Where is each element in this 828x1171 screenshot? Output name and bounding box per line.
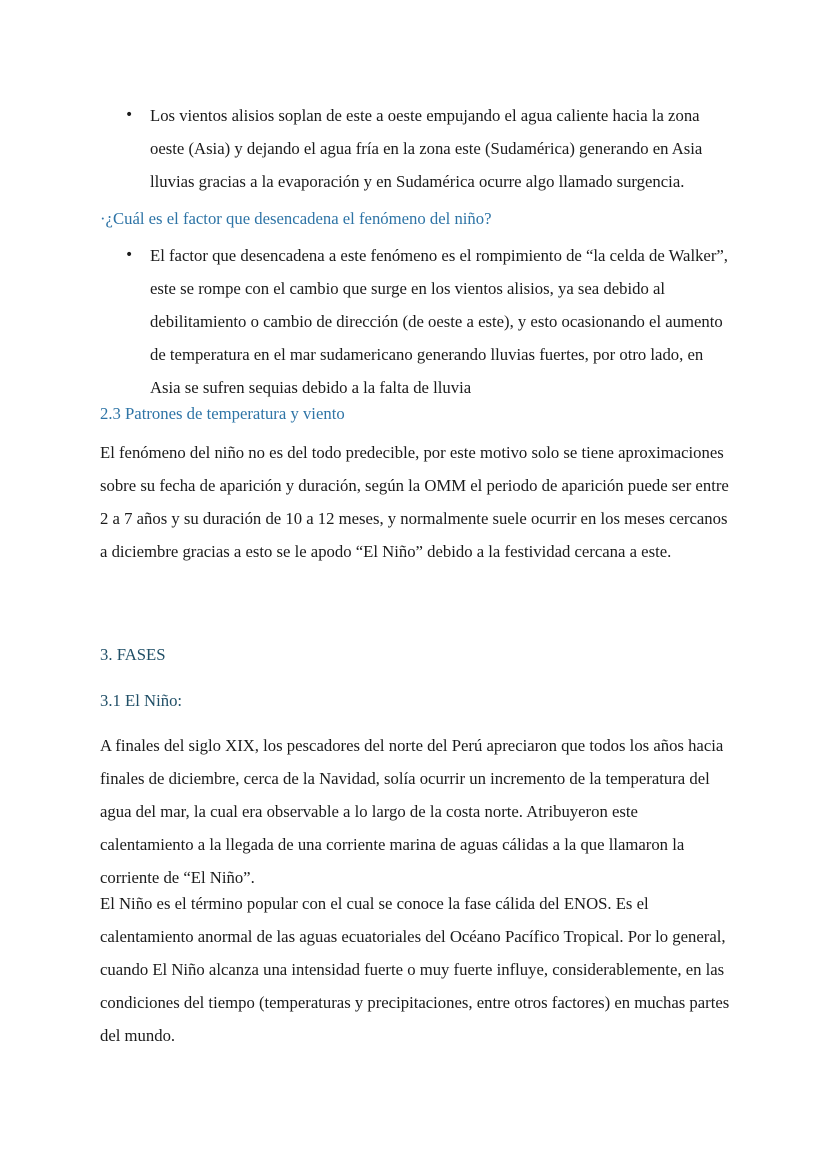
paragraph-predictability: El fenómeno del niño no es del todo predecible, por este motivo solo se tiene aproximaciones sobre su fecha de aparición y duración, según la OMM el periodo de aparición puede ser entre 2 a 7 años y su duración de 10 a 12 meses, y normalmente suele ocurrir en los meses cercanos a diciembre gracias a esto se le apodo “El Niño” debido a la festividad cercana a este. [100, 443, 729, 561]
heading-trigger-question: ·¿Cuál es el factor que desencadena el fenómeno del niño? [100, 209, 492, 228]
bullet-item-walker-cell [100, 239, 732, 404]
paragraph-el-nino-definition: El Niño es el término popular con el cual se conoce la fase cálida del ENOS. Es el calentamiento anormal de las aguas ecuatoriales del Océano Pacífico Tropical. Por lo general, cuando El Niño alcanza una intensidad fuerte o muy fuerte influye, considerablemente, en las condiciones del tiempo (temperaturas y precipitaciones, entre otros factores) en muchas partes del mundo. [100, 894, 730, 1045]
bullet-text-walker-cell: El factor que desencadena a este fenómeno es el rompimiento de “la celda de Walker”, este se rompe con el cambio que surge en los vientos alisios, ya sea debido al debilitamiento o cambio de dirección (de oeste a este), y esto ocasionando el aumento de temperatura en el mar sudamericano generando lluvias fuertes, por otro lado, en Asia se sufren sequias debido a la falta de lluvia [150, 246, 728, 397]
heading-section-2-3: 2.3 Patrones de temperatura y viento [100, 404, 345, 423]
bullet-item-trade-winds [100, 99, 732, 198]
heading-section-3-1-el-nino: 3.1 El Niño: [100, 691, 183, 710]
heading-section-3-fases: 3. FASES [100, 645, 166, 664]
bullet-icon: • [125, 247, 134, 263]
paragraph-fishermen-history: A finales del siglo XIX, los pescadores del norte del Perú apreciaron que todos los años hacia finales de diciembre, cerca de la Navidad, solía ocurrir un incremento de la temperatura del agua del mar, la cual era observable a lo largo de la costa norte. Atribuyeron este calentamiento a la llegada de una corriente marina de aguas cálidas a la que llamaron la corriente de “El Niño”. [100, 736, 724, 887]
bullet-icon: • [125, 107, 134, 123]
bullet-text-trade-winds: Los vientos alisios soplan de este a oeste empujando el agua caliente hacia la zona oeste (Asia) y dejando el agua fría en la zona este (Sudamérica) generando en Asia lluvias gracias a la evaporación y en Sudamérica ocurre algo llamado surgencia. [150, 106, 703, 191]
